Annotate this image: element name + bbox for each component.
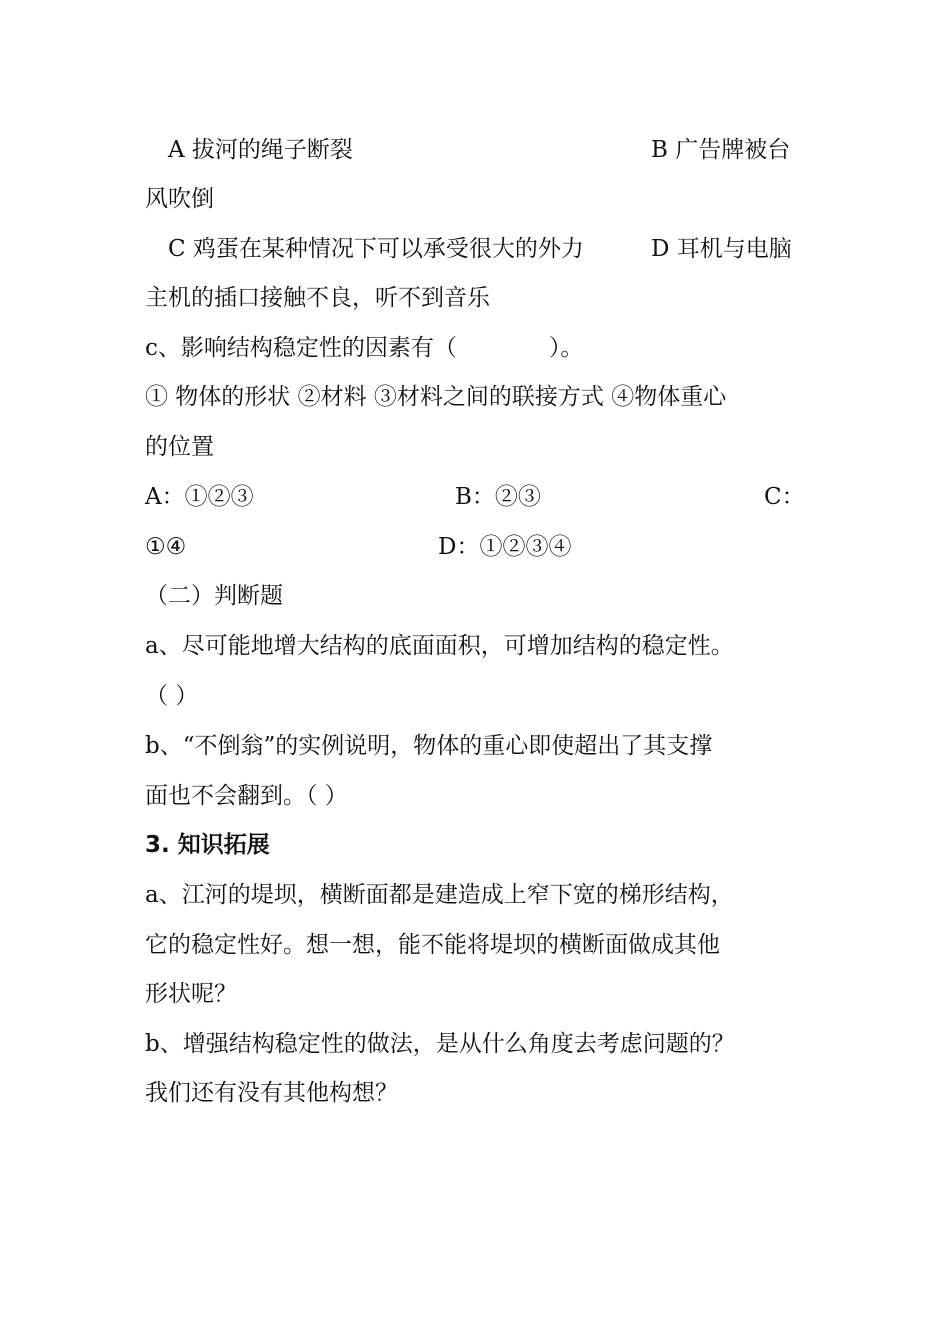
option-d-continued: 主机的插口接触不良，听不到音乐 bbox=[145, 285, 490, 311]
question-c-option-c-continued: ①④ bbox=[145, 534, 187, 560]
option-a: A 拔河的绳子断裂 bbox=[168, 137, 353, 163]
extension-question-a-line-3: 形状呢？ bbox=[145, 981, 237, 1007]
true-false-question-b-continued: 面也不会翻到。（ ） bbox=[145, 783, 348, 809]
question-c-option-a: A：①②③ bbox=[145, 484, 254, 510]
question-c-factors: ① 物体的形状 ②材料 ③材料之间的联接方式 ④物体重心 bbox=[145, 384, 727, 410]
extension-question-a-line-2: 它的稳定性好。想一想，能不能将堤坝的横断面做成其他 bbox=[145, 932, 720, 958]
question-c-stem: c、影响结构稳定性的因素有（ ）。 bbox=[145, 335, 584, 361]
option-b-continued: 风吹倒 bbox=[145, 186, 214, 212]
extension-question-b-line-2: 我们还有没有其他构想？ bbox=[145, 1080, 398, 1106]
true-false-question-a-blank: （ ） bbox=[145, 683, 199, 709]
true-false-heading: （二）判断题 bbox=[145, 583, 283, 609]
question-c-factors-continued: 的位置 bbox=[145, 434, 214, 460]
true-false-question-a: a、尽可能地增大结构的底面面积，可增加结构的稳定性。 bbox=[145, 633, 734, 659]
question-c-option-d: D：①②③④ bbox=[438, 534, 572, 560]
option-d: D 耳机与电脑 bbox=[651, 236, 792, 262]
question-c-option-c: C： bbox=[764, 484, 805, 510]
option-b: B 广告牌被台 bbox=[651, 137, 791, 163]
extension-question-a-line-1: a、江河的堤坝，横断面都是建造成上窄下宽的梯形结构， bbox=[145, 882, 734, 908]
extension-question-b-line-1: b、增强结构稳定性的做法，是从什么角度去考虑问题的？ bbox=[145, 1031, 735, 1057]
option-c: C 鸡蛋在某种情况下可以承受很大的外力 bbox=[168, 236, 584, 262]
extension-heading: 3. 知识拓展 bbox=[145, 832, 270, 858]
true-false-question-b: b、“不倒翁”的实例说明，物体的重心即使超出了其支撑 bbox=[145, 733, 713, 759]
question-c-option-b: B：②③ bbox=[455, 484, 541, 510]
